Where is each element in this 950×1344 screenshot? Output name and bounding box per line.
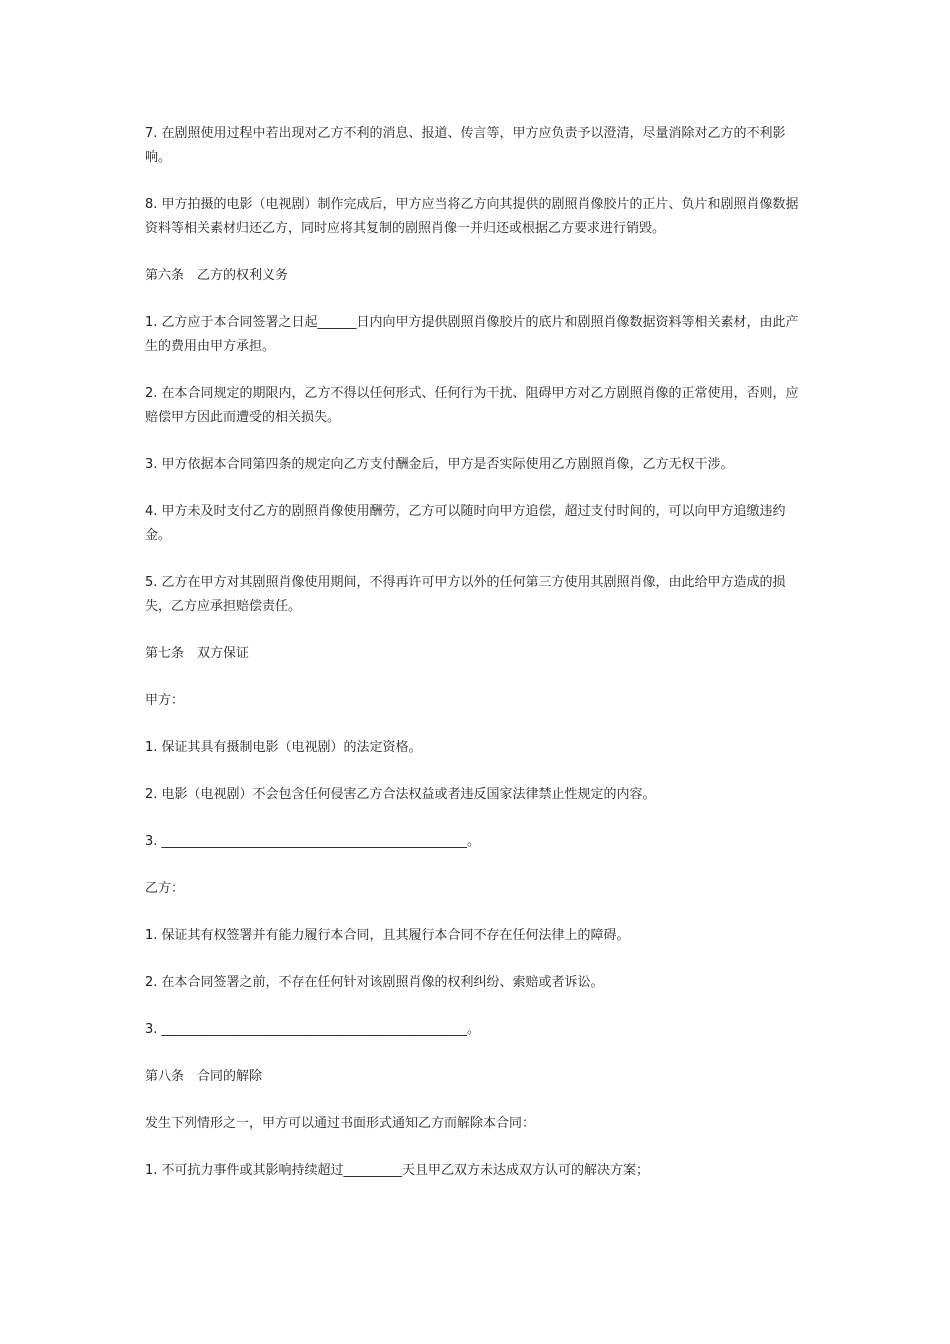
party-a-item-1: 1. 保证其具有摄制电影（电视剧）的法定资格。 [145,740,422,755]
article-7-heading: 第七条 双方保证 [145,646,250,661]
party-b-item-3: 3. _______________________________________________。 [145,1022,481,1037]
party-b-label: 乙方： [145,881,185,896]
document-body [145,122,810,1206]
clause-6-item-3: 3. 甲方依据本合同第四条的规定向乙方支付酬金后，甲方是否实际使用乙方剧照肖像，乙方无权干涉。 [145,457,734,472]
clause-5-item-8: 8. 甲方拍摄的电影（电视剧）制作完成后，甲方应当将乙方向其提供的剧照肖像胶片的正片、负片和剧照肖像数据资料等相关素材归还乙方，同时应将其复制的剧照肖像一并归还或根据乙方要求进行销毁。 [145,197,799,236]
article-6-heading: 第六条 乙方的权利义务 [145,268,289,283]
clause-6-item-4: 4. 甲方未及时支付乙方的剧照肖像使用酬劳，乙方可以随时向甲方追偿，超过支付时间的，可以向甲方追缴违约金。 [145,504,786,543]
party-a-item-3: 3. _______________________________________________。 [145,834,481,849]
article-8-heading: 第八条 合同的解除 [145,1069,263,1084]
party-a-item-2: 2. 电影（电视剧）不会包含任何侵害乙方合法权益或者违反国家法律禁止性规定的内容。 [145,787,656,802]
clause-6-item-5: 5. 乙方在甲方对其剧照肖像使用期间，不得再许可甲方以外的任何第三方使用其剧照肖像，由此给甲方造成的损失，乙方应承担赔偿责任。 [145,575,786,614]
termination-intro: 发生下列情形之一，甲方可以通过书面形式通知乙方而解除本合同： [145,1116,536,1131]
party-a-label: 甲方： [145,693,185,708]
party-b-item-2: 2. 在本合同签署之前，不存在任何针对该剧照肖像的权利纠纷、索赔或者诉讼。 [145,975,604,990]
clause-5-item-7: 7. 在剧照使用过程中若出现对乙方不利的消息、报道、传言等，甲方应负责予以澄清，尽量消除对乙方的不利影响。 [145,126,786,165]
party-b-item-1: 1. 保证其有权签署并有能力履行本合同，且其履行本合同不存在任何法律上的障碍。 [145,928,630,943]
termination-item-1: 1. 不可抗力事件或其影响持续超过_________天且甲乙双方未达成双方认可的解决方案； [145,1163,650,1178]
clause-6-item-2: 2. 在本合同规定的期限内，乙方不得以任何形式、任何行为干扰、阻碍甲方对乙方剧照肖像的正常使用，否则，应赔偿甲方因此而遭受的相关损失。 [145,386,799,425]
clause-6-item-1: 1. 乙方应于本合同签署之日起______日内向甲方提供剧照肖像胶片的底片和剧照肖像数据资料等相关素材，由此产生的费用由甲方承担。 [145,315,799,354]
